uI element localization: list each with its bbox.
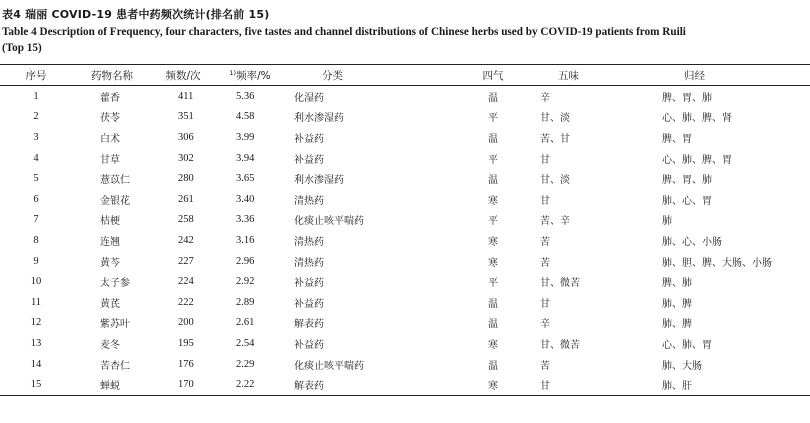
cell-five-tastes: 苦 [540, 360, 550, 372]
cell-frequency: 200 [178, 317, 194, 329]
cell-no: 7 [33, 214, 39, 226]
header-taste: 五味 [558, 69, 579, 82]
cell-channel: 肺、脾 [662, 319, 692, 331]
table-row [0, 313, 810, 334]
cell-category: 利水渗湿药 [294, 175, 344, 187]
cell-four-qi: 寒 [488, 236, 498, 248]
cell-herb-name: 桔梗 [100, 216, 120, 228]
cell-category: 补益药 [294, 133, 324, 145]
table-caption-en: Table 4 Description of Frequency, four characters, five tastes and channel distributions of Chinese herbs used by COVID-19 patients from Ruili (Top 15) [2, 26, 686, 54]
cell-channel: 肺、大肠 [662, 360, 702, 372]
cell-herb-name: 紫苏叶 [100, 319, 130, 331]
cell-herb-name: 麦冬 [100, 339, 120, 351]
cell-rate: 3.36 [236, 214, 255, 226]
cell-no: 3 [33, 131, 39, 143]
cell-category: 解表药 [294, 319, 324, 331]
cell-four-qi: 温 [488, 175, 498, 187]
table-row [0, 189, 810, 210]
header-rate [214, 65, 286, 86]
cell-category: 清热药 [294, 257, 324, 269]
cell-five-tastes: 甘、微苦 [540, 339, 580, 351]
cell-herb-name: 甘草 [100, 154, 120, 166]
table-header [0, 65, 810, 86]
cell-herb-name: 苦杏仁 [100, 360, 130, 372]
cell-frequency: 176 [178, 358, 194, 370]
cell-herb-name: 茯苓 [100, 113, 120, 125]
cell-frequency: 224 [178, 276, 194, 288]
cell-frequency: 306 [178, 131, 194, 143]
header-rate-footnote-mark: 1) [229, 68, 237, 77]
cell-category: 化痰止咳平喘药 [294, 216, 364, 228]
cell-rate: 2.54 [236, 337, 255, 349]
cell-five-tastes: 甘 [540, 381, 550, 393]
cell-five-tastes: 甘 [540, 298, 550, 310]
cell-frequency: 258 [178, 214, 194, 226]
cell-channel: 心、肺、胃 [662, 339, 712, 351]
cell-no: 13 [30, 337, 42, 349]
herb-frequency-table-wrap [0, 64, 772, 396]
cell-five-tastes: 甘、淡 [540, 175, 570, 187]
cell-no: 12 [30, 317, 42, 329]
cell-herb-name: 白术 [100, 133, 120, 145]
table-row [0, 354, 810, 375]
cell-rate: 2.22 [236, 379, 255, 391]
table-row [0, 292, 810, 313]
cell-herb-name: 薏苡仁 [100, 175, 130, 187]
cell-channel: 心、肺、脾、胃 [662, 154, 732, 166]
cell-category: 化湿药 [294, 92, 324, 104]
cell-four-qi: 温 [488, 298, 498, 310]
cell-no: 6 [33, 193, 39, 205]
cell-frequency: 242 [178, 234, 194, 246]
cell-frequency: 261 [178, 193, 194, 205]
cell-category: 补益药 [294, 278, 324, 290]
cell-rate: 2.29 [236, 358, 255, 370]
table-row [0, 210, 810, 231]
cell-five-tastes: 辛 [540, 319, 550, 331]
cell-category: 利水渗湿药 [294, 113, 344, 125]
header-name: 药物名称 [91, 69, 133, 82]
cell-four-qi: 寒 [488, 339, 498, 351]
cell-four-qi: 平 [488, 113, 498, 125]
table-row [0, 374, 810, 395]
cell-category: 清热药 [294, 195, 324, 207]
cell-herb-name: 连翘 [100, 236, 120, 248]
cell-frequency: 170 [178, 379, 194, 391]
cell-frequency: 227 [178, 255, 194, 267]
cell-channel: 肺 [662, 216, 672, 228]
header-category: 分类 [322, 69, 343, 82]
cell-no: 5 [33, 173, 39, 185]
cell-category: 补益药 [294, 339, 324, 351]
cell-frequency: 222 [178, 296, 194, 308]
cell-channel: 脾、肺 [662, 278, 692, 290]
header-channel: 归经 [684, 69, 705, 82]
header-qi: 四气 [482, 69, 504, 82]
cell-rate: 3.99 [236, 131, 255, 143]
table-row [0, 271, 810, 292]
cell-channel: 心、肺、脾、肾 [662, 113, 732, 125]
cell-rate: 3.94 [236, 152, 255, 164]
cell-category: 化痰止咳平喘药 [294, 360, 364, 372]
header-no: 序号 [25, 69, 47, 82]
cell-no: 11 [30, 296, 42, 308]
cell-no: 15 [30, 379, 42, 391]
cell-five-tastes: 辛 [540, 92, 550, 104]
cell-no: 2 [33, 111, 39, 123]
cell-frequency: 351 [178, 111, 194, 123]
cell-five-tastes: 甘 [540, 154, 550, 166]
cell-no: 4 [33, 152, 39, 164]
cell-four-qi: 温 [488, 92, 498, 104]
cell-channel: 脾、胃 [662, 133, 692, 145]
cell-four-qi: 温 [488, 133, 498, 145]
herb-frequency-table [0, 64, 810, 396]
table-row [0, 86, 810, 107]
cell-category: 解表药 [294, 381, 324, 393]
cell-four-qi: 寒 [488, 381, 498, 393]
cell-rate: 2.92 [236, 276, 255, 288]
cell-herb-name: 金银花 [100, 195, 130, 207]
cell-five-tastes: 苦 [540, 257, 550, 269]
cell-four-qi: 寒 [488, 257, 498, 269]
cell-four-qi: 寒 [488, 195, 498, 207]
cell-herb-name: 太子参 [100, 278, 130, 290]
cell-five-tastes: 苦、辛 [540, 216, 570, 228]
cell-rate: 2.89 [236, 296, 255, 308]
table-row [0, 333, 810, 354]
cell-channel: 肺、脾 [662, 298, 692, 310]
cell-channel: 肺、肝 [662, 381, 692, 393]
cell-no: 10 [30, 276, 42, 288]
cell-no: 9 [33, 255, 39, 267]
cell-herb-name: 藿香 [100, 92, 120, 104]
cell-channel: 肺、胆、脾、大肠、小肠 [662, 257, 772, 269]
cell-frequency: 302 [178, 152, 194, 164]
table-body [0, 86, 810, 396]
table-row [0, 168, 810, 189]
cell-five-tastes: 甘 [540, 195, 550, 207]
cell-five-tastes: 苦 [540, 236, 550, 248]
cell-four-qi: 平 [488, 154, 498, 166]
cell-five-tastes: 甘、淡 [540, 113, 570, 125]
table-caption-cn: 表4 瑞丽 COVID-19 患者中药频次统计(排名前 15) [2, 8, 270, 21]
cell-rate: 3.40 [236, 193, 255, 205]
header-row [0, 65, 810, 86]
cell-category: 补益药 [294, 154, 324, 166]
cell-no: 8 [33, 234, 39, 246]
cell-rate: 5.36 [236, 90, 255, 102]
cell-frequency: 195 [178, 337, 194, 349]
cell-channel: 肺、心、小肠 [662, 236, 722, 248]
cell-rate: 2.61 [236, 317, 255, 329]
cell-no: 1 [33, 90, 39, 102]
table-row [0, 251, 810, 272]
cell-category: 补益药 [294, 298, 324, 310]
table-row [0, 230, 810, 251]
cell-herb-name: 黄芪 [100, 298, 120, 310]
cell-four-qi: 温 [488, 319, 498, 331]
cell-five-tastes: 苦、甘 [540, 133, 570, 145]
cell-frequency: 411 [178, 90, 194, 102]
cell-four-qi: 平 [488, 278, 498, 290]
cell-herb-name: 黄芩 [100, 257, 120, 269]
cell-five-tastes: 甘、微苦 [540, 278, 580, 290]
cell-herb-name: 蝉蜕 [100, 381, 120, 393]
cell-rate: 2.96 [236, 255, 255, 267]
cell-category: 清热药 [294, 236, 324, 248]
cell-four-qi: 温 [488, 360, 498, 372]
table-row [0, 107, 810, 128]
table-row [0, 127, 810, 148]
table-row [0, 148, 810, 169]
cell-rate: 3.65 [236, 173, 255, 185]
cell-rate: 4.58 [236, 111, 255, 123]
header-freq: 频数/次 [165, 69, 201, 82]
cell-channel: 脾、胃、肺 [662, 175, 712, 187]
cell-rate: 3.16 [236, 234, 255, 246]
header-rate-label: 频率/% [236, 69, 271, 82]
cell-channel: 肺、心、胃 [662, 195, 712, 207]
cell-frequency: 280 [178, 173, 194, 185]
cell-four-qi: 平 [488, 216, 498, 228]
cell-no: 14 [30, 358, 42, 370]
cell-channel: 脾、胃、肺 [662, 92, 712, 104]
